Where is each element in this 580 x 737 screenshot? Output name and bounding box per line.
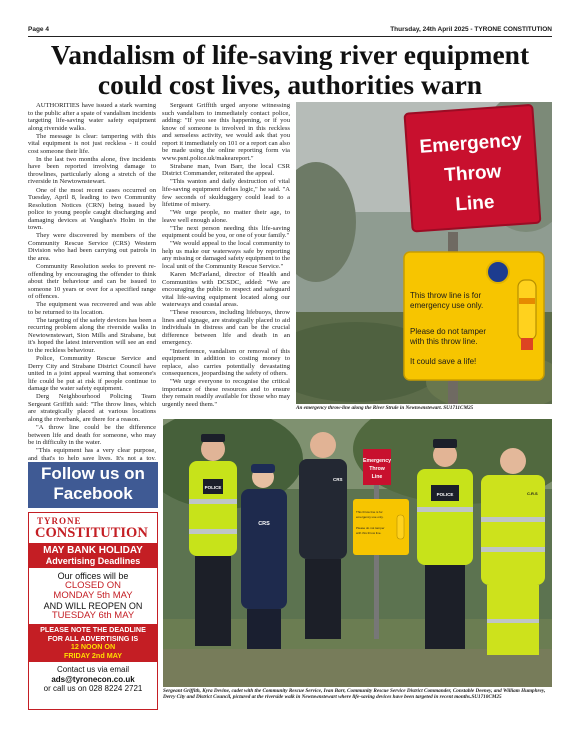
deadline-line-3: 12 NOON ON xyxy=(70,642,116,652)
deadline-line-4: FRIDAY 2nd MAY xyxy=(63,650,123,660)
sign2-note-2: emergency use only. xyxy=(356,515,384,519)
paragraph: "The next person needing this life-saving equipment could be you, or one of your family." xyxy=(162,224,290,240)
bank-holiday-advert xyxy=(28,512,158,710)
paragraph: The targeting of the safety devices has been a recurring problem along the riverside walks in Newtownstewart, Sion Mills and Strabane, but it's hoped the latest intervention will see an end to the reckless behaviour. xyxy=(28,316,156,354)
photo-caption-1: An emergency throw-line along the River Strule in Newtownstewart. SU1711CM25 xyxy=(296,405,474,411)
page-header xyxy=(28,26,552,36)
contact-email-link[interactable]: ads@tyronecon.co.uk xyxy=(51,674,135,684)
sign2-line-2: Throw xyxy=(369,466,385,472)
paragraph: One of the most recent cases occurred on Tuesday, April 8, leading to two Community Resolution Notices (CRN) being issued by police to young people caught discharging and damaging devices at Vaughan's Holm in the town. xyxy=(28,186,156,232)
contact-phone: or call us on 028 8224 2721 xyxy=(43,684,143,694)
advert-logo-bottom: CONSTITUTION xyxy=(35,525,148,541)
group-illustration xyxy=(163,419,552,687)
person-council xyxy=(481,448,545,655)
paragraph: Community Resolution seeks to prevent re-offending by encouraging the offender to think about their behaviour and can be issued to someone 10 years or over for a specified range of offences. xyxy=(28,262,156,301)
person-sergeant xyxy=(189,434,237,646)
deadline-line-2: FOR ALL ADVERTISING IS xyxy=(47,633,139,643)
sign-note-2: emergency use only. xyxy=(410,301,484,310)
sign2-line-1: Emergency xyxy=(363,458,391,464)
paragraph: Derg Neighbourhood Policing Team Sergeant Griffith said: "The throw lines, which are strategically placed at various locations along the riverbank, are there for a reason. xyxy=(28,393,156,423)
person-cadet xyxy=(241,464,287,649)
throw-line-illustration xyxy=(296,102,552,404)
issue-date: Thursday, 24th April 2025 - TYRONE CONSTITUTION xyxy=(390,26,552,33)
group-photo xyxy=(163,419,552,687)
paragraph: "This equipment has a very clear purpose, and that's to help save lives. It's not a toy, xyxy=(28,447,156,460)
crs-badge-icon xyxy=(487,261,509,283)
paragraph: The message is clear: tampering with this vital equipment is not just reckless - it could cost someone their life. xyxy=(28,132,156,155)
paragraph: "We urge everyone to recognise the critical importance of these resources and to ensure they remain readily available for those who may urgently need them." xyxy=(162,378,290,408)
paragraph: "These resources, including lifebuoys, throw lines and signage, are strategically placed to aid individuals in distress and can be the crucial difference between life and death in an emergency. xyxy=(162,309,290,347)
svg-text:CRS: CRS xyxy=(258,521,270,527)
svg-text:C.R.S: C.R.S xyxy=(527,491,538,496)
person-commander xyxy=(299,432,347,639)
paragraph: The equipment was recovered and was able to be returned to its location. xyxy=(28,301,156,316)
sign2-note-4: with this throw line. xyxy=(356,531,382,535)
paragraph: "A throw line could be the difference between life and death for someone, who may be in difficulty in the water. xyxy=(28,423,156,447)
paragraph: In the last two months alone, five incidents have been reported involving damage to throwlines, particularly along a stretch of the riverside in Newtownstewart. xyxy=(28,155,156,186)
facebook-line-1: Follow us on xyxy=(41,464,145,483)
advert-contact xyxy=(29,665,157,694)
paragraph: Strabane man, Ivan Barr, the local CSR District Commander, reiterated the appeal. xyxy=(162,162,290,178)
banner-line-1: MAY BANK HOLIDAY xyxy=(43,545,143,556)
article-column-1 xyxy=(28,102,156,460)
svg-text:POLICE: POLICE xyxy=(204,485,222,490)
sign-note-4: with this throw line. xyxy=(410,337,478,346)
photo-caption-2: Sergeant Griffith, Kyra Devine, cadet with the Community Rescue Service, Ivan Barr, Community Rescue Service District Commander, Constable Deeney, and William Humphrey, Derry City and District Council, pictured at the riverside walk in Newtownstewart where life-saving devices have been targeted in recent months.SU1710CM25 xyxy=(163,688,546,700)
sign-line-1: Emergency xyxy=(418,129,523,158)
deadline-banner xyxy=(29,624,157,662)
paragraph: Karen McFarland, director of Health and Communities with DCSDC, added: "We are encouraging the public to respect and safeguard vital life-saving equipment located along our waterways and coastal areas. xyxy=(162,271,290,309)
header-rule xyxy=(28,36,552,37)
throw-line-photo xyxy=(296,102,552,404)
facebook-line-2: Facebook xyxy=(53,484,133,503)
page-number: Page 4 xyxy=(28,26,49,33)
sign-line-3: Line xyxy=(454,191,496,216)
deadline-line-1: PLEASE NOTE THE DEADLINE xyxy=(40,625,146,634)
offices-line-2: CLOSED ON xyxy=(65,580,121,591)
paragraph: "We urge people, no matter their age, to leave well enough alone. xyxy=(162,209,290,224)
banner-line-2: Advertising Deadlines xyxy=(45,556,141,566)
sign-line-2: Throw xyxy=(443,161,503,187)
svg-text:POLICE: POLICE xyxy=(436,492,454,497)
contact-line-1: Contact us via email xyxy=(56,665,130,675)
person-constable xyxy=(417,439,473,649)
sign-note-5: It could save a life! xyxy=(410,357,477,366)
sign-note-3: Please do not tamper xyxy=(410,327,487,336)
offices-line-1: Our offices will be xyxy=(57,571,129,581)
reopen-line-1: AND WILL REOPEN ON xyxy=(43,601,143,611)
paragraph: Police, Community Rescue Service and Derry City and Strabane District Council have united in a joint appeal warning that someone's life could be put at risk if people continue to damage the water safety equipment. xyxy=(28,355,156,393)
sign-note-1: This throw line is for xyxy=(410,291,482,300)
advert-banner xyxy=(29,543,157,568)
article-column-2 xyxy=(162,102,290,412)
sign2-note-3: Please do not tamper xyxy=(356,526,385,530)
offices-line-3: MONDAY 5th MAY xyxy=(53,590,133,601)
facebook-promo[interactable] xyxy=(28,462,158,508)
sign2-line-3: Line xyxy=(371,474,383,480)
sign2-note-1: This throw line is for xyxy=(356,510,383,514)
paragraph: They were discovered by members of the Community Rescue Service (CRS) Western Division who had been carrying out patrols in the area. xyxy=(28,232,156,262)
advert-logo-top: TYRONE xyxy=(37,516,82,526)
svg-text:CRS: CRS xyxy=(333,477,343,482)
paragraph: Sergeant Griffith urged anyone witnessing such vandalism to immediately contact police, adding: "If you see this happening, or if you know of someone is involved in this reckless and senseless activity, we would ask that you report it immediately on 101 or a report can also be made using the online reporting form via www.psni.police.uk/makeareport." xyxy=(162,102,290,162)
paragraph: "This wanton and daily destruction of vital life-saving equipment defies logic," he said. "A few seconds of skulduggery could lead to a lifetime of misery. xyxy=(162,178,290,209)
article-headline: Vandalism of life-saving river equipment could cost lives, authorities warn xyxy=(50,39,530,100)
paragraph: "We would appeal to the local community to help us make our waterways safe by reporting any missing or damaged safety equipment to the local unit of the Community Rescue Service." xyxy=(162,240,290,270)
reopen-line-2: TUESDAY 6th MAY xyxy=(51,610,135,621)
paragraph: AUTHORITIES have issued a stark warning to the public after a spate of vandalism incidents targeting life-saving water safety equipment along riverside walks. xyxy=(28,102,156,132)
paragraph: "Interference, vandalism or removal of this equipment in addition to costing money to replace, also carries potentially devastating consequences, jeopardising the safety of others. xyxy=(162,347,290,378)
throw-bag-icon xyxy=(518,280,536,340)
